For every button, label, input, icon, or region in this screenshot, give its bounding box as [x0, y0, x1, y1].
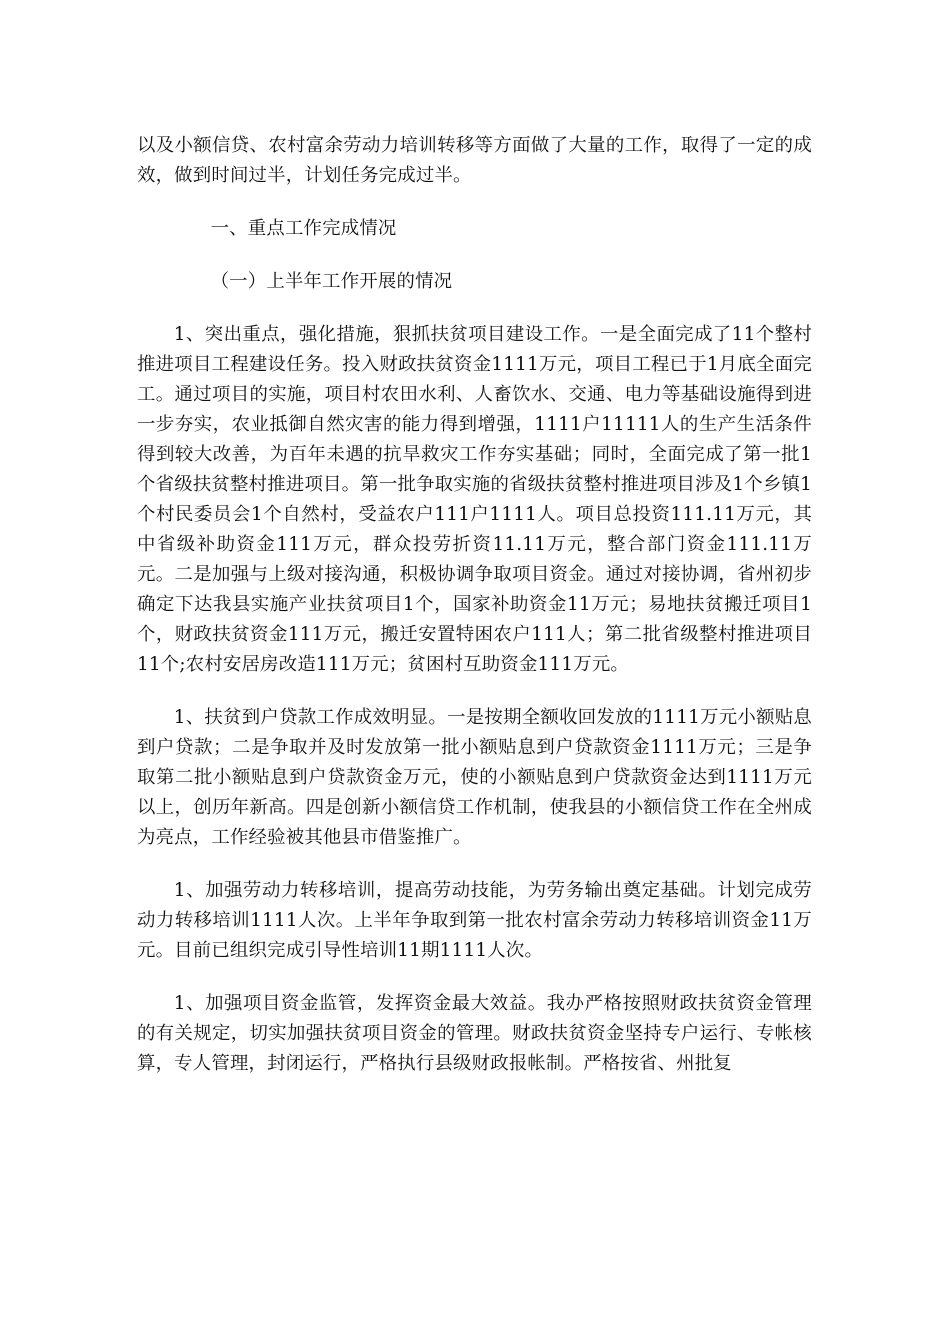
paragraph-loans: 1、扶贫到户贷款工作成效明显。一是按期全额收回发放的1111万元小额贴息到户贷款；二是争取并及时发放第一批小额贴息到户贷款资金1111万元；三是争取第二批小额贴息到户贷款资金万元，使的小额贴息到户贷款资金达到1111万元以上，创历年新高。四是创新小额信贷工作机制，使我县的小额信贷工作在全州成为亮点，工作经验被其他县市借鉴推广。 — [137, 707, 812, 848]
paragraph-fund-supervision: 1、加强项目资金监管，发挥资金最大效益。我办严格按照财政扶贫资金管理的有关规定，切实加强扶贫项目资金的管理。财政扶贫资金坚持专户运行、专帐核算，专人管理，封闭运行，严格执行县级财政报帐制。严格按省、州批复 — [137, 993, 812, 1074]
section-subheading: （一）上半年工作开展的情况 — [210, 271, 453, 292]
paragraph-labor-training: 1、加强劳动力转移培训，提高劳动技能，为劳务输出奠定基础。计划完成劳动力转移培训1111人次。上半年争取到第一批农村富余劳动力转移培训资金11万元。目前已组织完成引导性培训11期1111人次。 — [137, 880, 812, 961]
paragraph-project-construction: 1、突出重点，强化措施，狠抓扶贫项目建设工作。一是全面完成了11个整村推进项目工程建设任务。投入财政扶贫资金1111万元，项目工程已于1月底全面完工。通过项目的实施，项目村农田水利、人畜饮水、交通、电力等基础设施得到进一步夯实，农业抵御自然灾害的能力得到增强，1111户11111人的生产生活条件得到较大改善，为百年未遇的抗旱救灾工作夯实基础；同时，全面完成了第一批1个省级扶贫整村推进项目。第一批争取实施的省级扶贫整村推进项目涉及1个乡镇1个村民委员会1个自然村，受益农户111户1111人。项目总投资111.11万元，其中省级补助资金111万元，群众投劳折资11.11万元，整合部门资金111.11万元。二是加强与上级对接沟通，积极协调争取项目资金。通过对接协调，省州初步确定下达我县实施产业扶贫项目1个，国家补助资金11万元；易地扶贫搬迁项目1个，财政扶贫资金111万元，搬迁安置特困农户111人；第二批省级整村推进项目11个;农村安居房改造111万元；贫困村互助资金111万元。 — [137, 324, 812, 675]
opening-paragraph: 以及小额信贷、农村富余劳动力培训转移等方面做了大量的工作，取得了一定的成效，做到时间过半，计划任务完成过半。 — [137, 135, 812, 186]
document-body — [137, 131, 812, 1102]
section-heading: 一、重点工作完成情况 — [210, 218, 397, 239]
